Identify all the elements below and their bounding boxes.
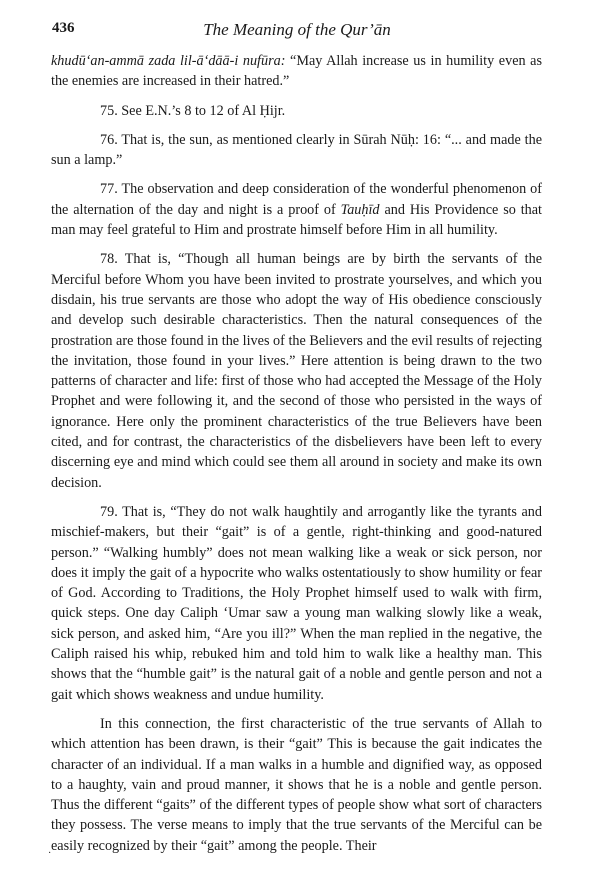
paragraph-continuation: [51, 51, 542, 92]
translation: “May Allah increase us in humility even as the enemies are increased in their hatred.”: [51, 53, 542, 90]
page-number: 436: [52, 20, 75, 36]
transliteration: khudū‘an-ammā zada lil-ā‘dāā-i nufūra:: [51, 53, 286, 69]
endnote-77: [51, 179, 542, 240]
endnote-text: and His Providence so that man may feel grateful to Him and prostrate himself before Him in all humility.: [51, 201, 542, 239]
term-tauhid: Tauḥīd: [340, 201, 380, 218]
endnote-text: 77. The observation and deep consideration of the wonderful phenomenon of the alternation of the day and night is a proof of: [51, 181, 542, 218]
endnote-79: [51, 502, 542, 705]
scan-speck: ·: [48, 848, 52, 859]
endnote-text: 78. That is, “Though all human beings are by birth the servants of the Merciful before Whom you have been invited to prostrate yourselves, and which you disdain, his true servants are those who adopt the way of His obedience consciously and develop such desirable characteristics. Then the natural consequences of the prostration are those found in the lives of the Believers and the evil results of rejecting the invitation, those found in your lives.” Here attention is being drawn to the two patterns of character and life: first of those who had accepted the Message of the Holy Prophet and were following it, and the second of those who persisted in the ways of ignorance. Here only the prominent characteristics of the true Believers have been cited, and for contrast, the characteristics of the disbelievers have been left to every discerning eye and mind which could see them all around in society and make its own decision.: [51, 251, 542, 491]
page-header: [52, 20, 542, 42]
endnote-76: [51, 130, 542, 171]
paragraph-text: In this connection, the first characteristic of the true servants of Allah to which attention has been drawn, is their “gait” This is because the gait indicates the character of an individual. If a man walks in a humble and dignified way, as opposed to a haughty, vain and proud manner, it shows that he is a noble and gentle person. Thus the different “gaits” of the different types of people show what sort of characters they possess. The verse means to imply that the true servants of the Merciful can be easily recognized by their “gait” among the people. Their: [51, 715, 542, 854]
endnote-78: [51, 249, 542, 493]
paragraph-connection: [51, 714, 542, 856]
page-body: [51, 51, 542, 856]
endnote-text: 76. That is, the sun, as mentioned clearly in Sūrah Nūḥ: 16: “... and made the sun a lamp.”: [51, 131, 542, 169]
endnote-75: [51, 101, 542, 121]
endnote-text: 79. That is, “They do not walk haughtily and arrogantly like the tyrants and mischief-makers, but their “gait” is of a gentle, right-thinking and good-natured person.” “Walking humbly” does not mean walking like a weak or sick person, nor does it imply the gait of a hypocrite who walks ostentatiously to show humility or fear of God. According to Traditions, the Holy Prophet himself used to walk with firm, quick steps. One day Caliph ‘Umar saw a young man walking slowly like a weak, sick person, and asked him, “Are you ill?” When the man replied in the negative, the Caliph raised his whip, rebuked him and told him to walk like a healthy man. This shows that the “humble gait” is the natural gait of a noble and gentle person and not a gait which shows weakness and undue humility.: [51, 503, 542, 703]
endnote-text: 75. See E.N.’s 8 to 12 of Al Ḥijr.: [100, 102, 286, 119]
running-title: The Meaning of the Qur’ān: [203, 20, 391, 39]
